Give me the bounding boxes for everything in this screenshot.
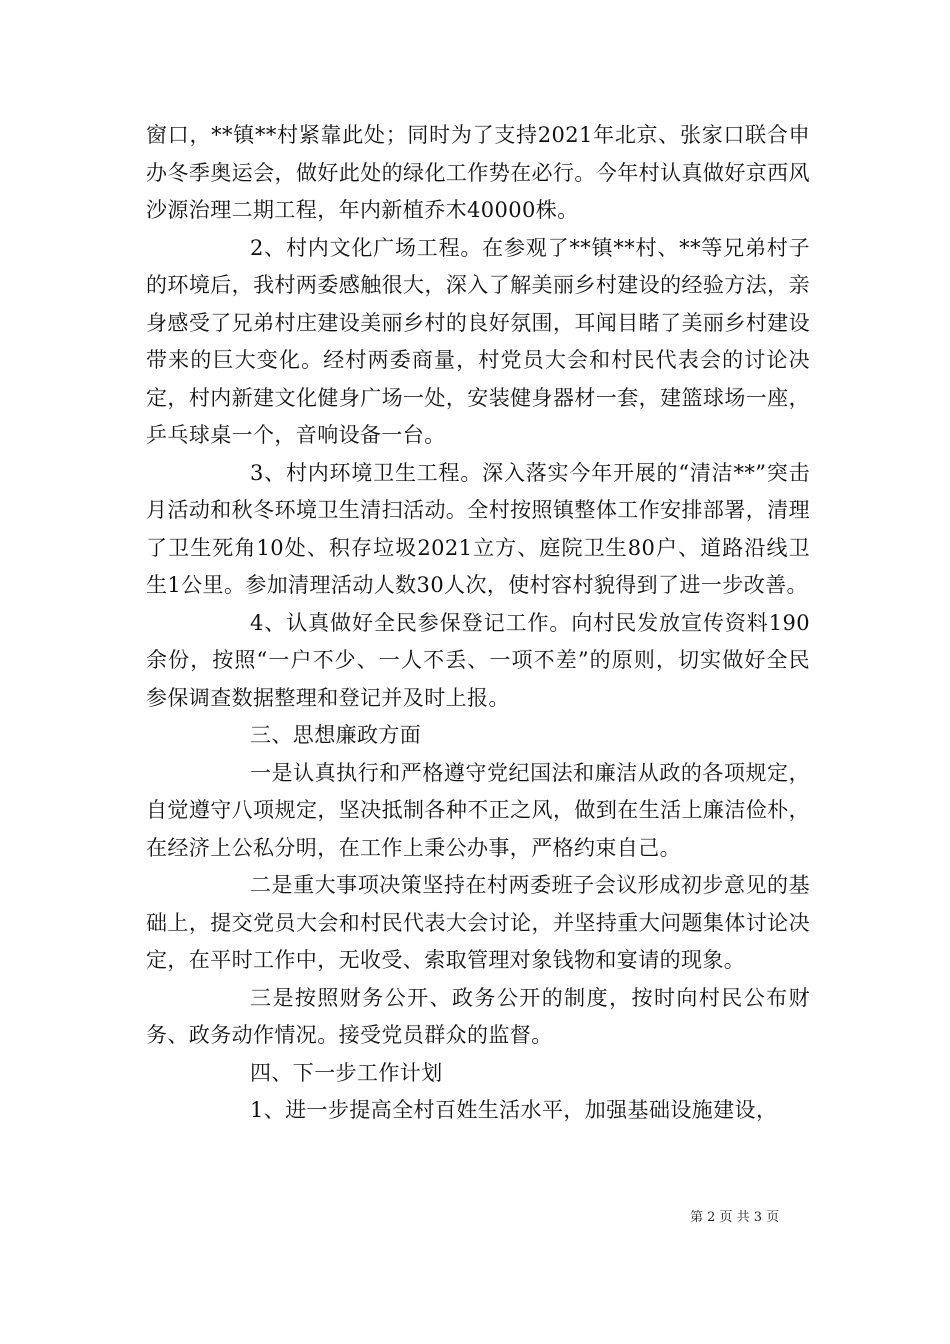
paragraph-insurance-registration: 4、认真做好全民参保登记工作。向村民发放宣传资料190余份，按照“一户不少、一人不丢、一项不差”的原则，切实做好全民参保调查数据整理和登记并及时上报。: [146, 610, 810, 710]
document-body: [146, 117, 810, 1130]
paragraph-integrity-one: 一是认真执行和严格遵守党纪国法和廉洁从政的各项规定，自觉遵守八项规定，坚决抵制各种不正之风，做到在生活上廉洁俭朴，在经济上公私分明，在工作上秉公办事，严格约束自己。: [146, 760, 810, 860]
page-number-footer: 第 2 页 共 3 页: [690, 1210, 780, 1225]
paragraph-greening-continued: 窗口，**镇**村紧靠此处；同时为了支持2021年北京、张家口联合申办冬季奥运会，做好此处的绿化工作势在必行。今年村认真做好京西风沙源治理二期工程，年内新植乔木40000株。: [146, 123, 810, 222]
paragraph-integrity-two: 二是重大事项决策坚持在村两委班子会议形成初步意见的基础上，提交党员大会和村民代表大会讨论，并坚持重大问题集体讨论决定，在平时工作中，无收受、索取管理对象钱物和宴请的现象。: [146, 873, 810, 972]
section-heading-integrity: 三、思想廉政方面: [250, 723, 422, 747]
paragraph-integrity-three: 三是按照财务公开、政务公开的制度，按时向村民公布财务、政务动作情况。接受党员群众的监督。: [146, 985, 810, 1047]
section-heading-next-plan: 四、下一步工作计划: [250, 1060, 443, 1085]
paragraph-sanitation: 3、村内环境卫生工程。深入落实今年开展的“清洁**”突击月活动和秋冬环境卫生清扫活动。全村按照镇整体工作安排部署，清理了卫生死角10处、积存垃圾2021立方、庭院卫生80户、道路沿线卫生1公里。参加清理活动人数30人次，使村容村貌得到了进一步改善。: [146, 460, 810, 597]
paragraph-next-plan-one: 1、进一步提高全村百姓生活水平，加强基础设施建设，: [250, 1098, 778, 1122]
paragraph-culture-plaza: 2、村内文化广场工程。在参观了**镇**村、**等兄弟村子的环境后，我村两委感触很大，深入了解美丽乡村建设的经验方法，亲身感受了兄弟村庄建设美丽乡村的良好氛围，耳闻目睹了美丽乡村建设带来的巨大变化。经村两委商量，村党员大会和村民代表会的讨论决定，村内新建文化健身广场一处，安装健身器材一套，建篮球场一座，乒乓球桌一个，音响设备一台。: [146, 235, 810, 447]
